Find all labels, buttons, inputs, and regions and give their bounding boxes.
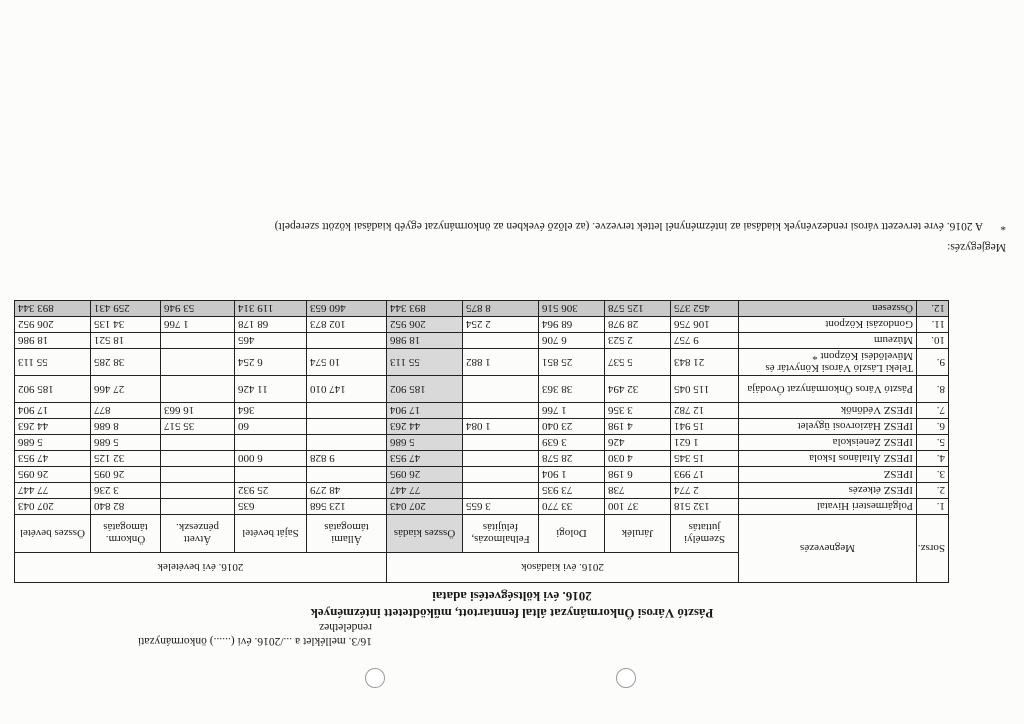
annex-line-2: rendelethez — [319, 621, 372, 633]
value-cell — [306, 467, 386, 483]
value-cell — [160, 451, 234, 467]
value-cell — [306, 419, 386, 435]
column-header: Személyi juttatás — [671, 515, 739, 553]
value-cell: 32 125 — [90, 451, 160, 467]
column-header: Felhalmozás, felújítás — [463, 515, 539, 553]
value-cell: 68 178 — [234, 317, 306, 333]
value-cell: 426 — [605, 435, 671, 451]
value-cell: 4 198 — [605, 419, 671, 435]
value-cell: 119 314 — [234, 301, 306, 317]
value-cell: 1 882 — [463, 349, 539, 376]
value-cell: 25 932 — [234, 483, 306, 499]
value-cell: 55 113 — [14, 349, 90, 376]
value-cell: 123 568 — [306, 499, 386, 515]
value-cell: 26 095 — [90, 467, 160, 483]
row-index: 9. — [917, 349, 949, 376]
table-row — [14, 499, 948, 515]
value-cell: 185 902 — [386, 376, 462, 403]
value-cell: 11 426 — [234, 376, 306, 403]
value-cell: 3 236 — [90, 483, 160, 499]
value-cell: 8 686 — [90, 419, 160, 435]
notes-star: * — [1000, 220, 1006, 232]
value-cell: 77 447 — [14, 483, 90, 499]
value-cell: 18 986 — [14, 333, 90, 349]
document-title: Pásztó Városi Önkormányzat által fenntartott, működtetett intézmények — [310, 606, 714, 621]
table-row — [14, 435, 948, 451]
table-row — [14, 451, 948, 467]
name-header: Megnevezés — [739, 515, 917, 583]
value-cell: 452 375 — [671, 301, 739, 317]
annex-line-1: 16/3. melléklet a .../2016. évi (......) önkormányzati — [137, 635, 372, 647]
value-cell — [160, 499, 234, 515]
table-row — [14, 403, 948, 419]
row-name: Teleki László Városi Könyvtár és Művelődési Központ * — [739, 349, 917, 376]
value-cell: 25 851 — [539, 349, 605, 376]
value-cell: 35 517 — [160, 419, 234, 435]
value-cell: 18 986 — [386, 333, 462, 349]
table-row — [14, 483, 948, 499]
value-cell: 115 045 — [671, 376, 739, 403]
value-cell: 306 516 — [539, 301, 605, 317]
total-row — [14, 301, 948, 317]
document-subtitle: 2016. évi költségvetési adatai — [432, 589, 592, 604]
value-cell: 207 043 — [386, 499, 462, 515]
value-cell — [234, 435, 306, 451]
value-cell: 185 902 — [14, 376, 90, 403]
value-cell: 18 521 — [90, 333, 160, 349]
row-name: IPESZ — [739, 467, 917, 483]
value-cell — [160, 349, 234, 376]
row-name: Pásztó Város Önkormányzat Óvodája — [739, 376, 917, 403]
value-cell: 12 782 — [671, 403, 739, 419]
row-name: Összesen — [739, 301, 917, 317]
value-cell: 6 254 — [234, 349, 306, 376]
value-cell: 147 010 — [306, 376, 386, 403]
value-cell: 53 946 — [160, 301, 234, 317]
row-name: IPESZ Védőnők — [739, 403, 917, 419]
value-cell: 2 254 — [463, 317, 539, 333]
value-cell: 68 964 — [539, 317, 605, 333]
value-cell — [463, 333, 539, 349]
value-cell: 6 000 — [234, 451, 306, 467]
value-cell: 460 653 — [306, 301, 386, 317]
annex-reference — [12, 620, 372, 648]
value-cell: 23 040 — [539, 419, 605, 435]
value-cell: 34 135 — [90, 317, 160, 333]
value-cell: 44 263 — [14, 419, 90, 435]
value-cell — [160, 333, 234, 349]
value-cell: 73 935 — [539, 483, 605, 499]
row-name: IPESZ Háziorvosi ügyelet — [739, 419, 917, 435]
index-header: Sorsz. — [917, 515, 949, 583]
row-name: IPESZ étkezés — [739, 483, 917, 499]
value-cell: 17 993 — [671, 467, 739, 483]
value-cell: 8 875 — [463, 301, 539, 317]
value-cell — [463, 451, 539, 467]
value-cell: 47 953 — [14, 451, 90, 467]
column-header: Dologi — [539, 515, 605, 553]
row-index: 1. — [917, 499, 949, 515]
value-cell: 28 978 — [605, 317, 671, 333]
row-index: 11. — [917, 317, 949, 333]
table-row — [14, 349, 948, 376]
value-cell: 44 263 — [386, 419, 462, 435]
value-cell: 17 904 — [14, 403, 90, 419]
value-cell: 77 447 — [386, 483, 462, 499]
value-cell: 28 578 — [539, 451, 605, 467]
value-cell: 38 285 — [90, 349, 160, 376]
value-cell — [463, 435, 539, 451]
value-cell: 3 356 — [605, 403, 671, 419]
row-index: 8. — [917, 376, 949, 403]
value-cell: 47 953 — [386, 451, 462, 467]
value-cell: 465 — [234, 333, 306, 349]
value-cell: 26 095 — [14, 467, 90, 483]
column-header: Összes bevétel — [14, 515, 90, 553]
value-cell: 27 466 — [90, 376, 160, 403]
row-index: 6. — [917, 419, 949, 435]
value-cell: 1 766 — [160, 317, 234, 333]
row-name: Gondozási Központ — [739, 317, 917, 333]
value-cell: 37 100 — [605, 499, 671, 515]
value-cell: 6 706 — [539, 333, 605, 349]
table-row — [14, 419, 948, 435]
value-cell: 15 941 — [671, 419, 739, 435]
row-name: IPESZ Zeneiskola — [739, 435, 917, 451]
value-cell: 38 363 — [539, 376, 605, 403]
value-cell: 1 904 — [539, 467, 605, 483]
value-cell: 9 757 — [671, 333, 739, 349]
row-index: 5. — [917, 435, 949, 451]
value-cell: 206 952 — [386, 317, 462, 333]
value-cell: 10 574 — [306, 349, 386, 376]
value-cell: 21 843 — [671, 349, 739, 376]
value-cell — [463, 483, 539, 499]
value-cell: 55 113 — [386, 349, 462, 376]
column-header: Állami támogatás — [306, 515, 386, 553]
value-cell: 60 — [234, 419, 306, 435]
value-cell: 132 518 — [671, 499, 739, 515]
row-index: 10. — [917, 333, 949, 349]
value-cell: 3 655 — [463, 499, 539, 515]
value-cell: 1 766 — [539, 403, 605, 419]
budget-table — [14, 300, 949, 583]
table-row — [14, 333, 948, 349]
column-header: Önkorm. támogatás — [90, 515, 160, 553]
value-cell: 4 030 — [605, 451, 671, 467]
table-row — [14, 467, 948, 483]
value-cell: 635 — [234, 499, 306, 515]
value-cell: 26 095 — [386, 467, 462, 483]
value-cell: 16 663 — [160, 403, 234, 419]
notes-heading: Megjegyzés: — [947, 241, 1006, 253]
value-cell: 893 344 — [386, 301, 462, 317]
value-cell: 15 345 — [671, 451, 739, 467]
value-cell: 5 686 — [386, 435, 462, 451]
value-cell: 32 494 — [605, 376, 671, 403]
value-cell — [306, 435, 386, 451]
punch-hole — [616, 668, 636, 688]
row-index: 7. — [917, 403, 949, 419]
value-cell: 17 904 — [386, 403, 462, 419]
value-cell: 3 639 — [539, 435, 605, 451]
row-name: Múzeum — [739, 333, 917, 349]
value-cell: 5 686 — [90, 435, 160, 451]
value-cell — [463, 467, 539, 483]
value-cell — [306, 403, 386, 419]
value-cell — [463, 376, 539, 403]
value-cell: 102 873 — [306, 317, 386, 333]
value-cell: 893 344 — [14, 301, 90, 317]
value-cell — [160, 376, 234, 403]
value-cell — [160, 467, 234, 483]
value-cell: 6 198 — [605, 467, 671, 483]
value-cell: 738 — [605, 483, 671, 499]
notes-block — [16, 218, 1006, 254]
value-cell: 48 279 — [306, 483, 386, 499]
row-index: 4. — [917, 451, 949, 467]
value-cell — [160, 435, 234, 451]
column-header: Átvett pénzeszk. — [160, 515, 234, 553]
value-cell — [160, 483, 234, 499]
value-cell: 125 578 — [605, 301, 671, 317]
row-name: Polgármesteri Hivatal — [739, 499, 917, 515]
row-index: 12. — [917, 301, 949, 317]
table-row — [14, 376, 948, 403]
value-cell — [306, 333, 386, 349]
row-index: 2. — [917, 483, 949, 499]
column-header: Járulék — [605, 515, 671, 553]
row-index: 3. — [917, 467, 949, 483]
value-cell — [463, 403, 539, 419]
value-cell: 5 686 — [14, 435, 90, 451]
column-header: Összes kiadás — [386, 515, 462, 553]
revenues-group-header: 2016. évi bevételek — [14, 553, 386, 583]
value-cell: 206 952 — [14, 317, 90, 333]
value-cell: 207 043 — [14, 499, 90, 515]
value-cell: 33 770 — [539, 499, 605, 515]
notes-text: A 2016. évre tervezett városi rendezvények kiadásai az intézménynél lettek tervezve. (az előző években az önkormányzat egyéb kiadásai között szerepelt) — [274, 220, 984, 232]
column-header: Saját bevétel — [234, 515, 306, 553]
value-cell: 82 840 — [90, 499, 160, 515]
value-cell: 5 537 — [605, 349, 671, 376]
value-cell — [234, 467, 306, 483]
table-row — [14, 317, 948, 333]
value-cell: 2 523 — [605, 333, 671, 349]
punch-hole — [365, 668, 385, 688]
value-cell: 106 756 — [671, 317, 739, 333]
value-cell: 364 — [234, 403, 306, 419]
expenses-group-header: 2016. évi kiadások — [386, 553, 738, 583]
value-cell: 9 828 — [306, 451, 386, 467]
value-cell: 877 — [90, 403, 160, 419]
value-cell: 259 431 — [90, 301, 160, 317]
value-cell: 1 621 — [671, 435, 739, 451]
row-name: IPESZ Általános Iskola — [739, 451, 917, 467]
value-cell: 1 084 — [463, 419, 539, 435]
value-cell: 2 774 — [671, 483, 739, 499]
